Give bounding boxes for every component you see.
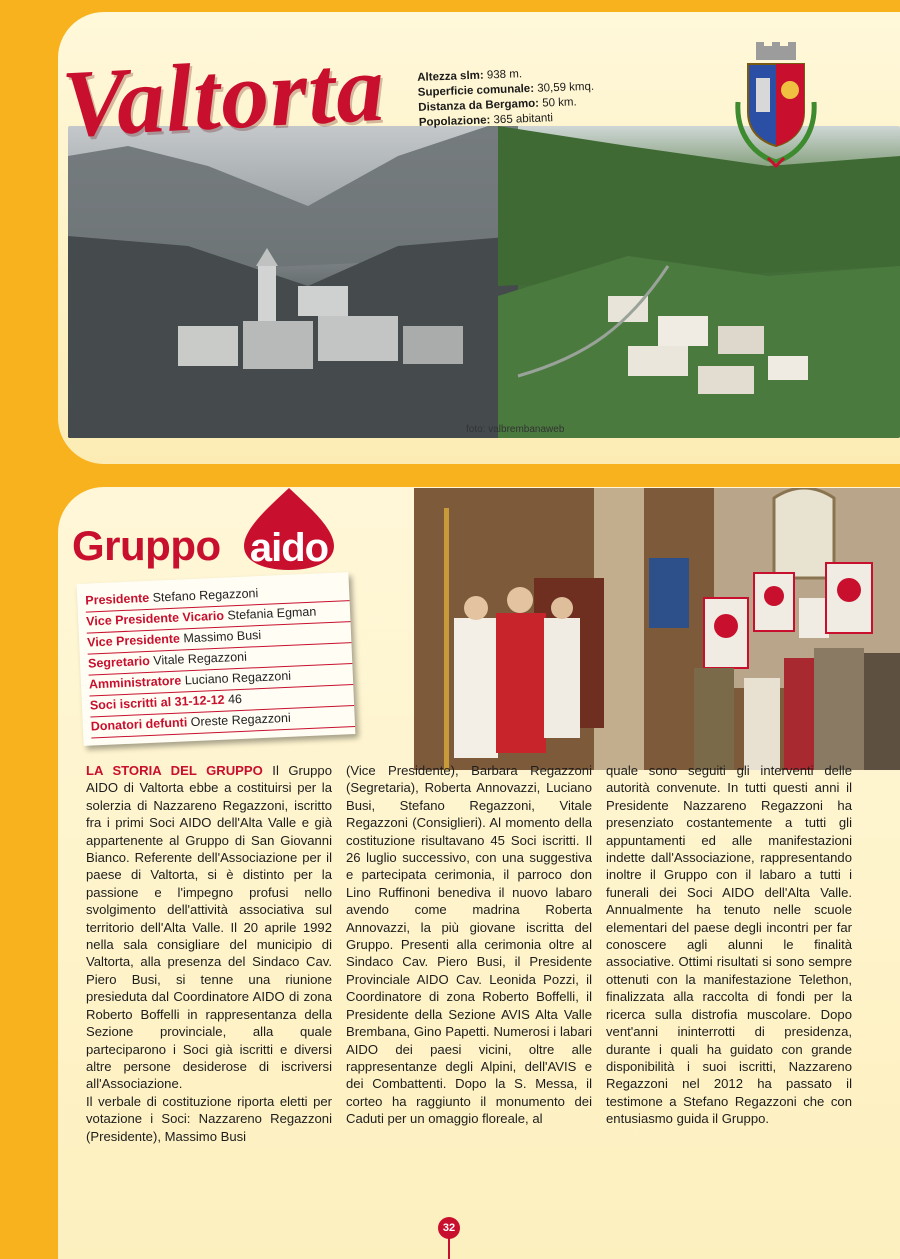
roster-row: Vice Presidente Vicario Stefania Egman	[86, 601, 351, 633]
article-paragraph: Il verbale di costituzione riporta eletti per votazione i Soci: Nazzareno Regazzoni (Presidente), Massimo Busi	[86, 1093, 332, 1144]
ceremony-photo	[414, 488, 900, 770]
village-illustration	[68, 126, 900, 438]
page-title: Valtorta	[59, 33, 388, 158]
roster-row: Soci iscritti al 31-12-12 46	[90, 685, 355, 717]
photo-credit: foto: valbrembanaweb	[466, 424, 565, 435]
page-number-stem	[448, 1238, 450, 1259]
coat-of-arms-icon	[732, 42, 820, 170]
fact-altitude: Altezza slm: 938 m.	[417, 68, 523, 84]
article-column-2	[346, 762, 592, 1128]
section-label: LA STORIA DEL GRUPPO	[86, 763, 263, 778]
page-number: 32	[438, 1217, 460, 1239]
roster-row: Amministratore Luciano Regazzoni	[89, 664, 354, 696]
roster-row: Presidente Stefano Regazzoni	[85, 580, 350, 612]
roster-row: Donatori defunti Oreste Regazzoni	[90, 706, 355, 738]
article-paragraph: LA STORIA DEL GRUPPO Il Gruppo AIDO di Valtorta ebbe a costituirsi per la solerzia di Nazzareno Regazzoni, iscritto fra i primi Soci AIDO dell'Alta Valle e già appartenente al Gruppo di San Giovanni Bianco. Referente dell'Associazione per il paese di Valtorta, si è distinto per la passione e l'impegno profusi nello svolgimento dell'attività associativa sul territorio dell'Alta Valle. Il 20 aprile 1992 nella sala consigliare del municipio di Valtorta, alla presenza del Sindaco Cav. Piero Busi, si tenne una riunione presieduta dal Coordinatore AIDO di zona Roberto Boffelli in rappresentanza della Sezione provinciale, alla quale parteciparono i Soci già iscritti e diversi altre persone desiderose di iscriversi all'Associazione.	[86, 763, 332, 1092]
fact-population: Popolazione: 365 abitanti	[418, 112, 554, 129]
fact-area: Superficie comunale: 30,59 kmq.	[417, 80, 595, 99]
fact-distance: Distanza da Bergamo: 50 km.	[418, 96, 577, 114]
roster-row: Vice Presidente Massimo Busi	[87, 622, 352, 654]
group-title: Gruppo	[72, 522, 221, 569]
article-column-3	[606, 762, 852, 1128]
aido-logo-text: aido	[249, 526, 329, 570]
village-photo	[68, 126, 900, 438]
ceremony-illustration	[414, 488, 900, 770]
article-column-1	[86, 762, 332, 1145]
article-paragraph: (Vice Presidente), Barbara Regazzoni (Segretaria), Roberta Annovazzi, Luciano Busi, Stefano Regazzoni, Vitale Regazzoni (Consiglieri). Al momento della costituzione risultavano 45 Soci iscritti. Il 26 luglio successivo, con una suggestiva e partecipata cerimonia, il parroco don Lino Ruffinoni benediva il nuovo labaro avendo come madrina Roberta Annovazzi, la più giovane iscritta del Gruppo. Presenti alla cerimonia oltre al Sindaco Cav. Piero Busi, il Presidente Provinciale AIDO Cav. Leonida Pozzi, il Coordinatore di zona Roberto Boffelli, il Presidente della Sezione AVIS Alta Valle Brembana, Gino Papetti. Numerosi i labari AIDO dei paesi vicini, oltre alle rappresentanze degli Alpini, dell'AVIS e dei Combattenti. Dopo la S. Messa, il corteo ha raggiunto il monumento dei Caduti per un omaggio floreale, al	[346, 763, 592, 1127]
roster-row: Segretario Vitale Regazzoni	[88, 643, 353, 675]
group-roster	[77, 572, 356, 746]
article-paragraph: quale sono seguiti gli interventi delle autorità convenute. In tutti questi anni il Presidente Nazzareno Regazzoni ha presenziato costantemente a tutti gli appuntamenti ed alle manifestazioni indette dall'Associazione, rappresentando inoltre il Gruppo con il labaro a tutti i funerali dei Soci AIDO dell'Alta Valle. Annualmente ha tenuto nelle scuole elementari del paese degli incontri per far conoscere agli alunni le finalità associative. Ottimi risultati si sono sempre ottenuti con la manifestazione Telethon, finalizzata alla raccolta di fondi per la ricerca sulla distrofia muscolare. Dopo vent'anni ininterrotti di presidenza, durante i quali ha guidato con grande disponibilità i suoi iscritti, Nazzareno Regazzoni nel 2012 ha passato il testimone a Stefano Regazzoni che con entusiasmo guida il Gruppo.	[606, 763, 852, 1127]
town-facts	[417, 61, 699, 131]
